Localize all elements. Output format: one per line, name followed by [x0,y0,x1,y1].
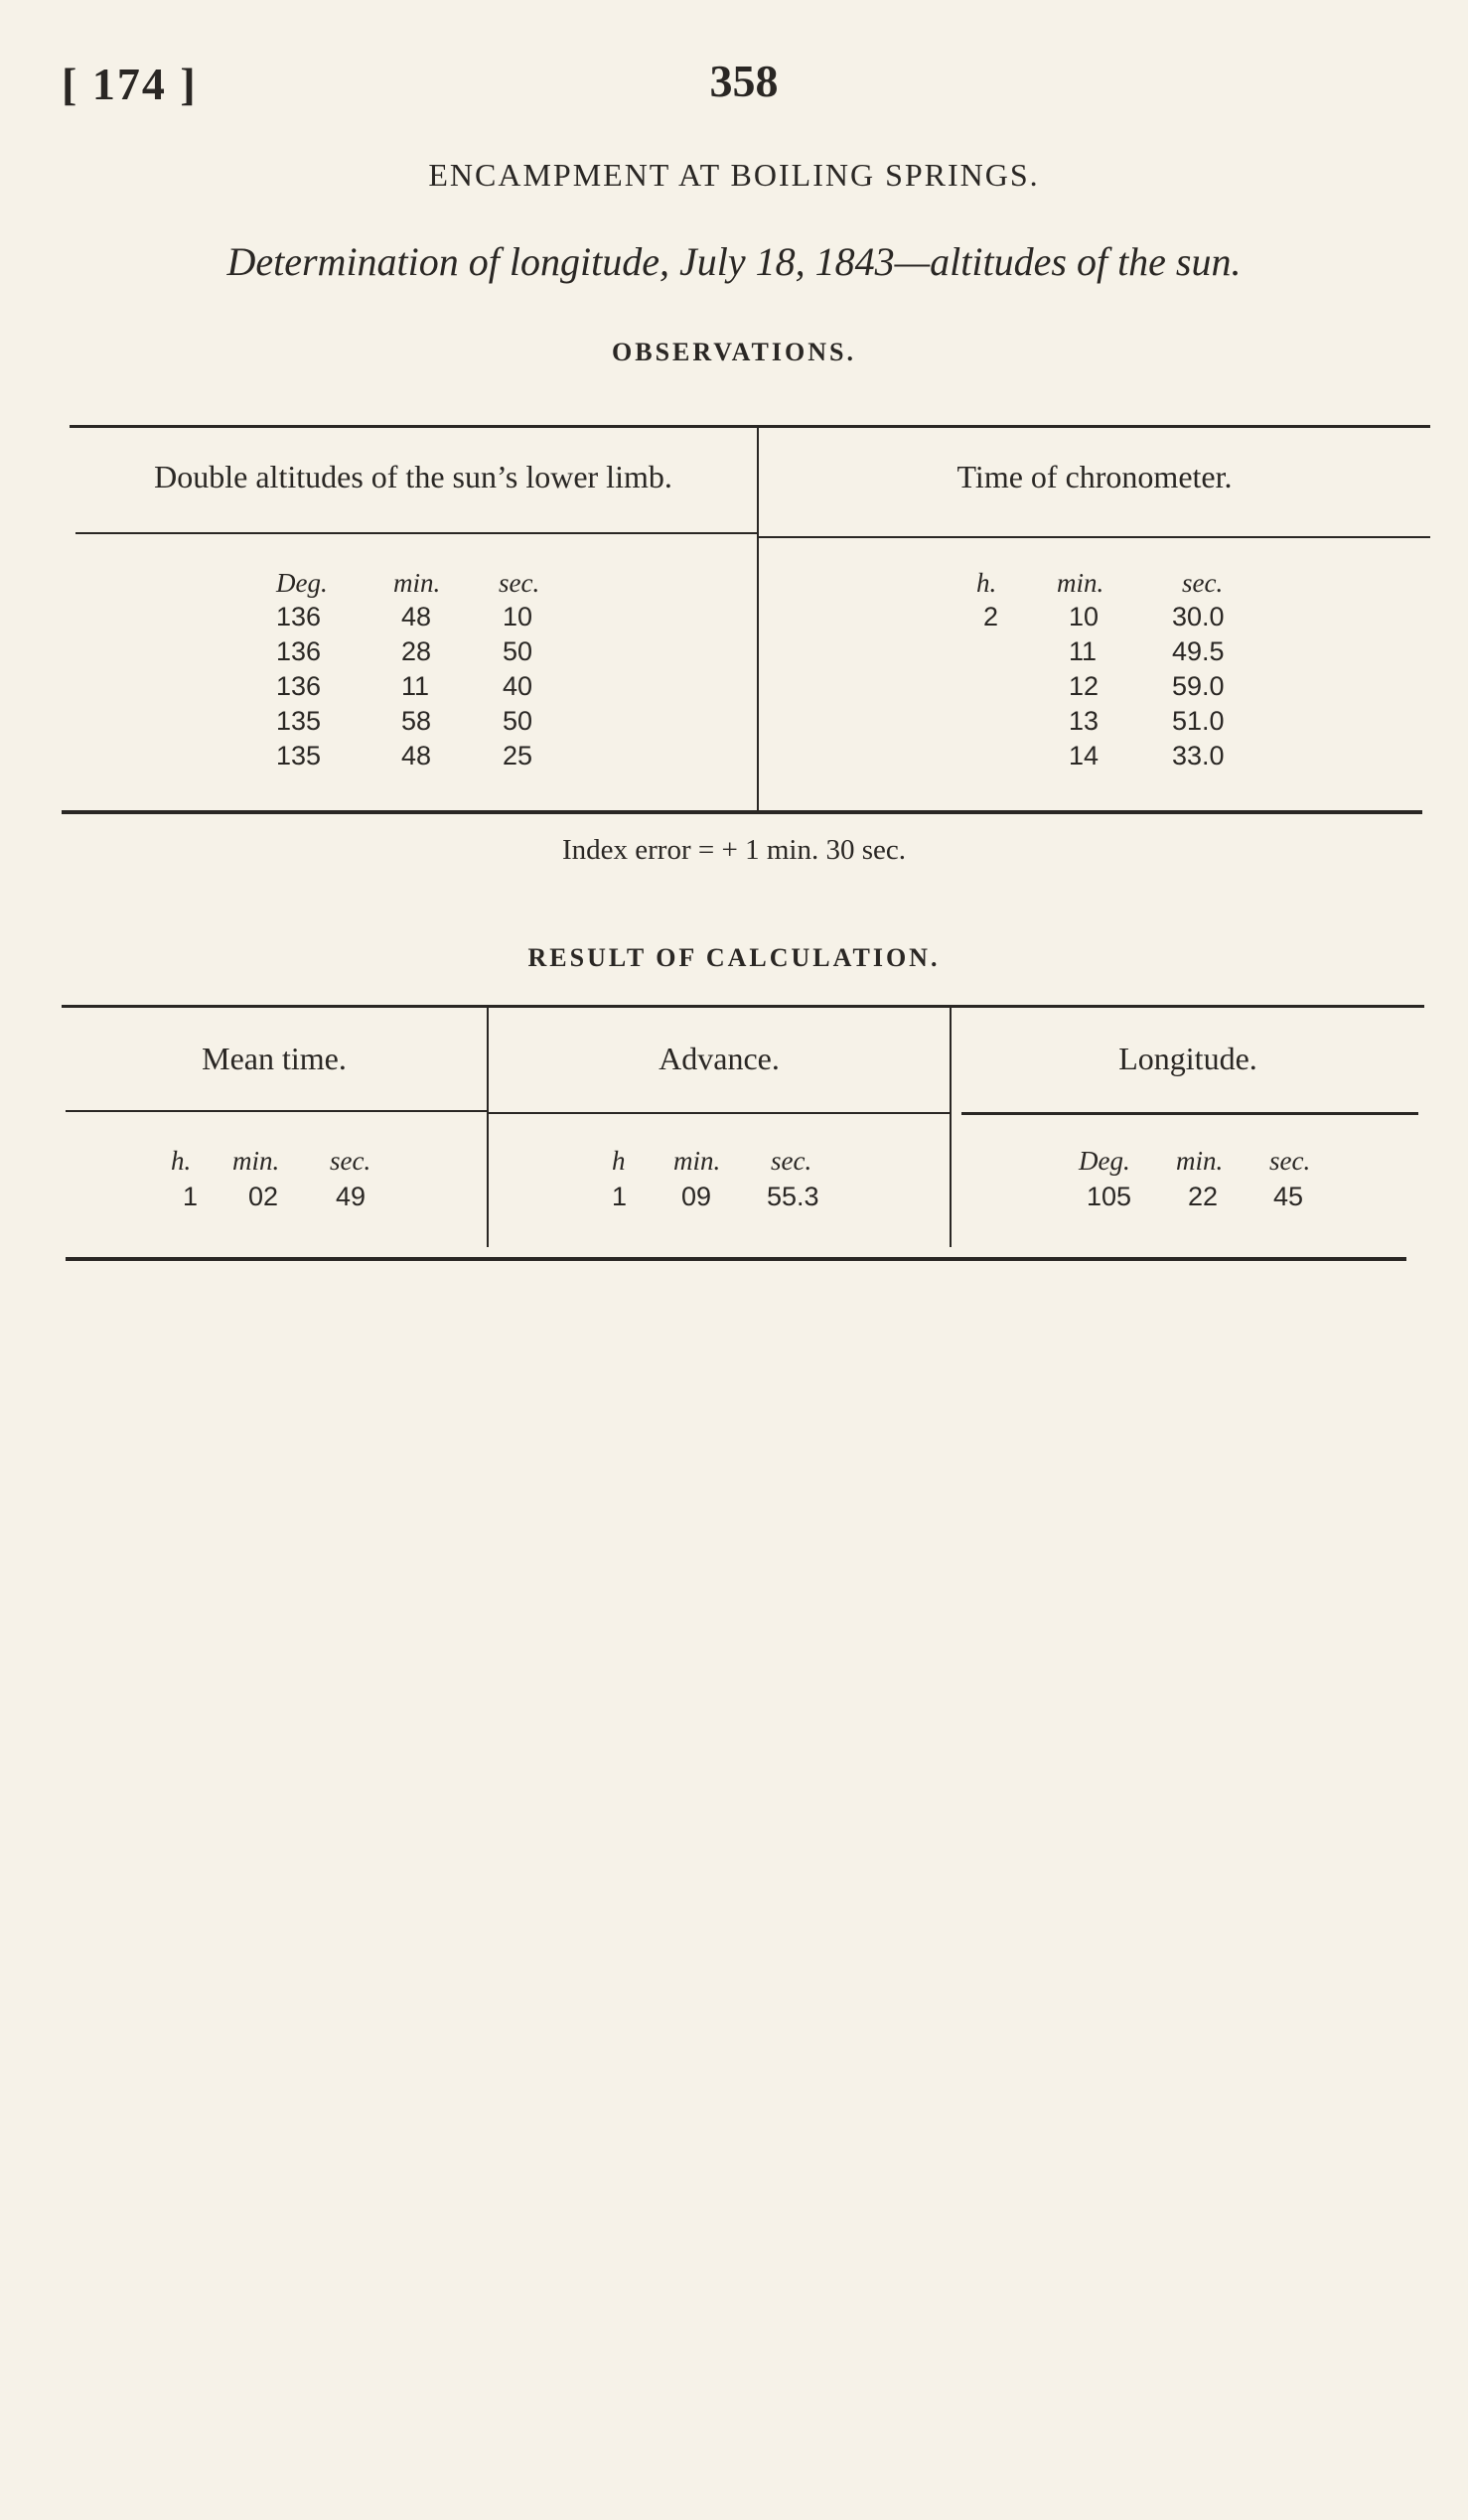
longitude-header: Longitude. [1118,1041,1257,1076]
result-value: 105 [1087,1182,1132,1211]
result-unit: min. [232,1146,280,1176]
result-value: 55.3 [767,1182,819,1211]
page-heading: ENCAMPMENT AT BOILING SPRINGS. [428,157,1040,193]
unit-min: min. [1057,568,1104,598]
altitude-cell: 48 [401,602,432,631]
altitude-cell: 50 [503,706,533,736]
result-value: 09 [681,1182,712,1211]
result-unit: sec. [1269,1146,1311,1176]
unit-min: min. [393,568,441,598]
page-subtitle: Determination of longitude, July 18, 1843—altitudes of the sun. [226,239,1242,284]
altitude-cell: 25 [503,741,533,770]
unit-h: h. [976,568,997,598]
chronometer-cell: 59.0 [1172,671,1225,701]
result-unit: h. [171,1146,192,1176]
chronometer-cell: 13 [1069,706,1100,736]
result-unit: Deg. [1079,1146,1130,1176]
altitude-cell: 136 [276,636,322,666]
result-unit: min. [673,1146,721,1176]
bracket-page-number: [ 174 ] [62,59,198,109]
result-unit: sec. [330,1146,371,1176]
result-value: 45 [1273,1182,1304,1211]
page-number: 358 [709,56,779,106]
altitude-cell: 58 [401,706,432,736]
result-unit: min. [1176,1146,1224,1176]
unit-sec: sec. [1182,568,1224,598]
chronometer-cell: 30.0 [1172,602,1225,631]
result-value: 1 [183,1182,199,1211]
mean-time-header: Mean time. [202,1041,347,1076]
chronometer-cell: 14 [1069,741,1100,770]
result-value: 1 [612,1182,628,1211]
unit-sec: sec. [499,568,540,598]
result-value: 49 [336,1182,367,1211]
altitude-cell: 11 [401,671,430,701]
index-error: Index error = + 1 min. 30 sec. [562,834,906,866]
altitude-cell: 136 [276,602,322,631]
observations-label: OBSERVATIONS. [612,338,856,366]
altitudes-header: Double altitudes of the sun’s lower limb. [154,459,672,494]
altitude-cell: 136 [276,671,322,701]
result-value: 02 [248,1182,279,1211]
altitude-cell: 135 [276,706,322,736]
result-value: 22 [1188,1182,1219,1211]
altitude-cell: 50 [503,636,533,666]
chronometer-cell: 10 [1069,602,1100,631]
altitude-cell: 40 [503,671,533,701]
result-label: RESULT OF CALCULATION. [527,943,941,972]
altitude-cell: 10 [503,602,533,631]
advance-header: Advance. [659,1041,780,1076]
chronometer-cell: 49.5 [1172,636,1225,666]
result-unit: sec. [771,1146,812,1176]
chronometer-cell: 2 [983,602,999,631]
chronometer-header: Time of chronometer. [956,459,1233,494]
unit-deg: Deg. [276,568,328,598]
chronometer-cell: 11 [1069,636,1098,666]
altitude-cell: 135 [276,741,322,770]
result-unit: h [612,1146,626,1176]
altitude-cell: 48 [401,741,432,770]
chronometer-cell: 33.0 [1172,741,1225,770]
altitude-cell: 28 [401,636,432,666]
chronometer-cell: 51.0 [1172,706,1225,736]
chronometer-cell: 12 [1069,671,1100,701]
